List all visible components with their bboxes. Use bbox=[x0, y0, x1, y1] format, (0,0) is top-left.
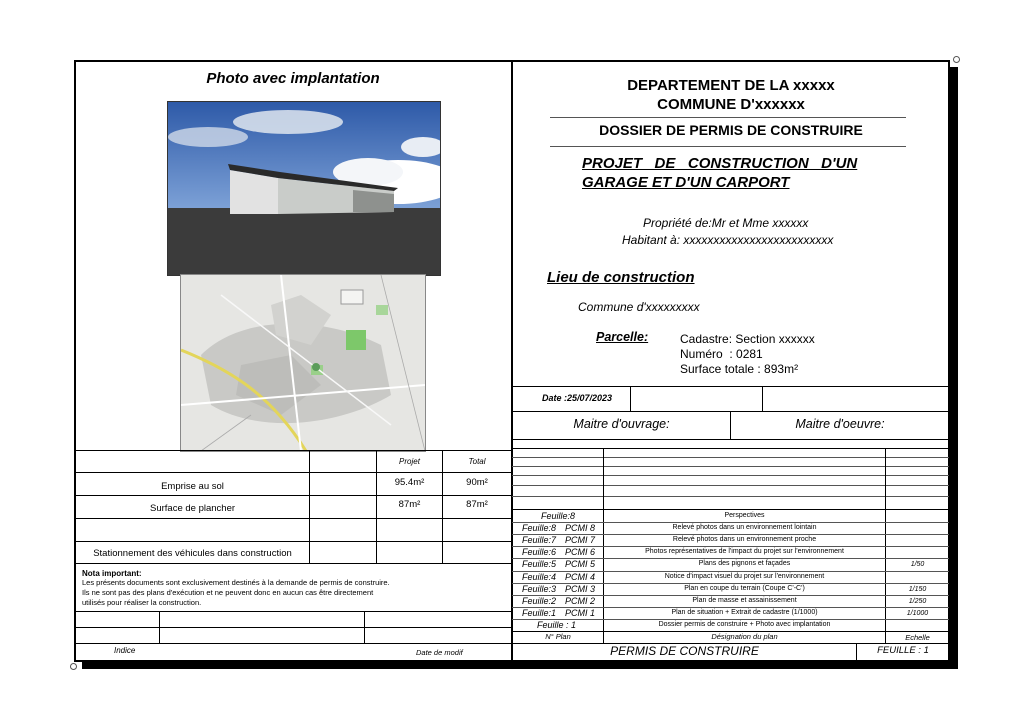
cadastre: Cadastre: Section xxxxxx bbox=[680, 332, 815, 346]
habitant: Habitant à: xxxxxxxxxxxxxxxxxxxxxxxxx bbox=[622, 233, 834, 247]
col-total: Total bbox=[468, 457, 486, 466]
nota-line: Les présents documents sont exclusivement destinés à la demande de permis de construire. bbox=[82, 578, 390, 587]
echelle-header: Echelle bbox=[905, 633, 930, 642]
nota-line: Ils ne sont pas des plans d'exécution et ne peuvent donc en aucun cas être directement bbox=[82, 588, 374, 597]
row-projet: 95.4m² bbox=[394, 477, 425, 488]
row-total: 90m² bbox=[466, 477, 488, 488]
dossier-title: DOSSIER DE PERMIS DE CONSTRUIRE bbox=[599, 122, 863, 138]
sheet-row-line bbox=[512, 619, 949, 620]
sheet-feuille: Feuille:6 bbox=[522, 547, 557, 558]
maitre-oeuvre: Maitre d'oeuvre: bbox=[795, 417, 885, 431]
maitre-ouvrage: Maitre d'ouvrage: bbox=[573, 417, 670, 431]
situation-map bbox=[180, 274, 426, 452]
commune: COMMUNE D'xxxxxx bbox=[657, 96, 805, 113]
commune-lieu: Commune d'xxxxxxxxx bbox=[578, 300, 700, 314]
sheet-designation: Perspectives bbox=[724, 512, 765, 519]
sheet-echelle: 1/50 bbox=[910, 561, 925, 569]
row-label: Stationnement des véhicules dans construction bbox=[93, 548, 292, 559]
sheet-echelle: 1/250 bbox=[908, 597, 927, 605]
n-plan-header: N° Plan bbox=[545, 632, 571, 641]
sheet-designation: Relevé photos dans un environnement lointain bbox=[672, 524, 817, 532]
sheet-feuille: Feuille:2 bbox=[522, 595, 557, 606]
lieu-title: Lieu de construction bbox=[547, 269, 695, 286]
sheet-feuille: Feuille:5 bbox=[522, 559, 557, 570]
designation-header: Désignation du plan bbox=[711, 632, 778, 641]
row-label: Surface de plancher bbox=[149, 503, 236, 514]
sheet-pcmi: PCMI 6 bbox=[565, 547, 596, 558]
sheet-feuille: Feuille:3 bbox=[522, 583, 557, 594]
row-total: 87m² bbox=[466, 499, 488, 510]
surface: Surface totale : 893m² bbox=[680, 362, 799, 376]
projet-line1: PROJET DE CONSTRUCTION D'UN bbox=[582, 155, 858, 172]
sheet-echelle: 1/150 bbox=[908, 585, 927, 593]
nota-title: Nota important: bbox=[82, 569, 142, 578]
row-label: Emprise au sol bbox=[161, 481, 224, 492]
departement: DEPARTEMENT DE LA xxxxx bbox=[627, 77, 835, 94]
sheet-feuille: Feuille:1 bbox=[522, 607, 557, 618]
sheet-feuille: Feuille:8 bbox=[522, 523, 557, 534]
date-modif-label: Date de modif bbox=[416, 648, 463, 657]
sheet-pcmi: PCMI 4 bbox=[565, 571, 596, 582]
sheet-designation: Plan en coupe du terrain (Coupe C'-C') bbox=[684, 584, 805, 592]
photo-title: Photo avec implantation bbox=[206, 70, 380, 87]
sheet-designation: Plan de situation + Extrait de cadastre (1/1000) bbox=[671, 608, 818, 616]
col-projet: Projet bbox=[399, 457, 420, 466]
sheet-feuille: Feuille:8 bbox=[541, 511, 576, 521]
footer-feuille: FEUILLE : 1 bbox=[877, 645, 929, 656]
sheet-pcmi: PCMI 5 bbox=[565, 559, 596, 570]
corner-marker bbox=[953, 56, 960, 63]
sheet-pcmi: PCMI 2 bbox=[565, 595, 596, 606]
nota-line: utilisés pour réaliser la construction. bbox=[82, 598, 202, 607]
sheet-feuille: Feuille:7 bbox=[522, 535, 557, 546]
sheet-pcmi: PCMI 1 bbox=[565, 607, 596, 618]
sheet-echelle: 1/1000 bbox=[906, 609, 929, 617]
footer-title: PERMIS DE CONSTRUIRE bbox=[610, 644, 759, 658]
sheet-designation: Photos représentatives de l'impact du projet sur l'environnement bbox=[645, 548, 844, 556]
sheet-pcmi: PCMI 7 bbox=[565, 535, 596, 546]
parcelle-label: Parcelle: bbox=[596, 330, 649, 344]
projet-line2: GARAGE ET D'UN CARPORT bbox=[582, 174, 790, 191]
sheet-designation: Relevé photos dans un environnement proche bbox=[672, 536, 817, 544]
numero: Numéro : 0281 bbox=[680, 347, 763, 361]
implantation-photo bbox=[167, 101, 441, 276]
sheet-pcmi: PCMI 3 bbox=[565, 583, 596, 594]
sheet-designation: Plans des pignons et façades bbox=[698, 560, 791, 568]
center-divider bbox=[511, 60, 513, 662]
sheet-designation: Notice d'impact visuel du projet sur l'environnement bbox=[664, 572, 825, 580]
sheet-designation: Dossier permis de construire + Photo avec implantation bbox=[658, 620, 831, 628]
sheet-feuille: Feuille:4 bbox=[522, 571, 557, 582]
date: Date :25/07/2023 bbox=[542, 393, 613, 403]
sheet-feuille: Feuille : 1 bbox=[537, 619, 577, 630]
sheet-designation: Plan de masse et assainissement bbox=[692, 596, 797, 604]
propriete: Propriété de:Mr et Mme xxxxxx bbox=[643, 216, 809, 230]
sheet-pcmi: PCMI 8 bbox=[565, 523, 596, 534]
indice-label: Indice bbox=[114, 646, 136, 655]
row-projet: 87m² bbox=[398, 499, 421, 510]
corner-marker bbox=[70, 663, 77, 670]
